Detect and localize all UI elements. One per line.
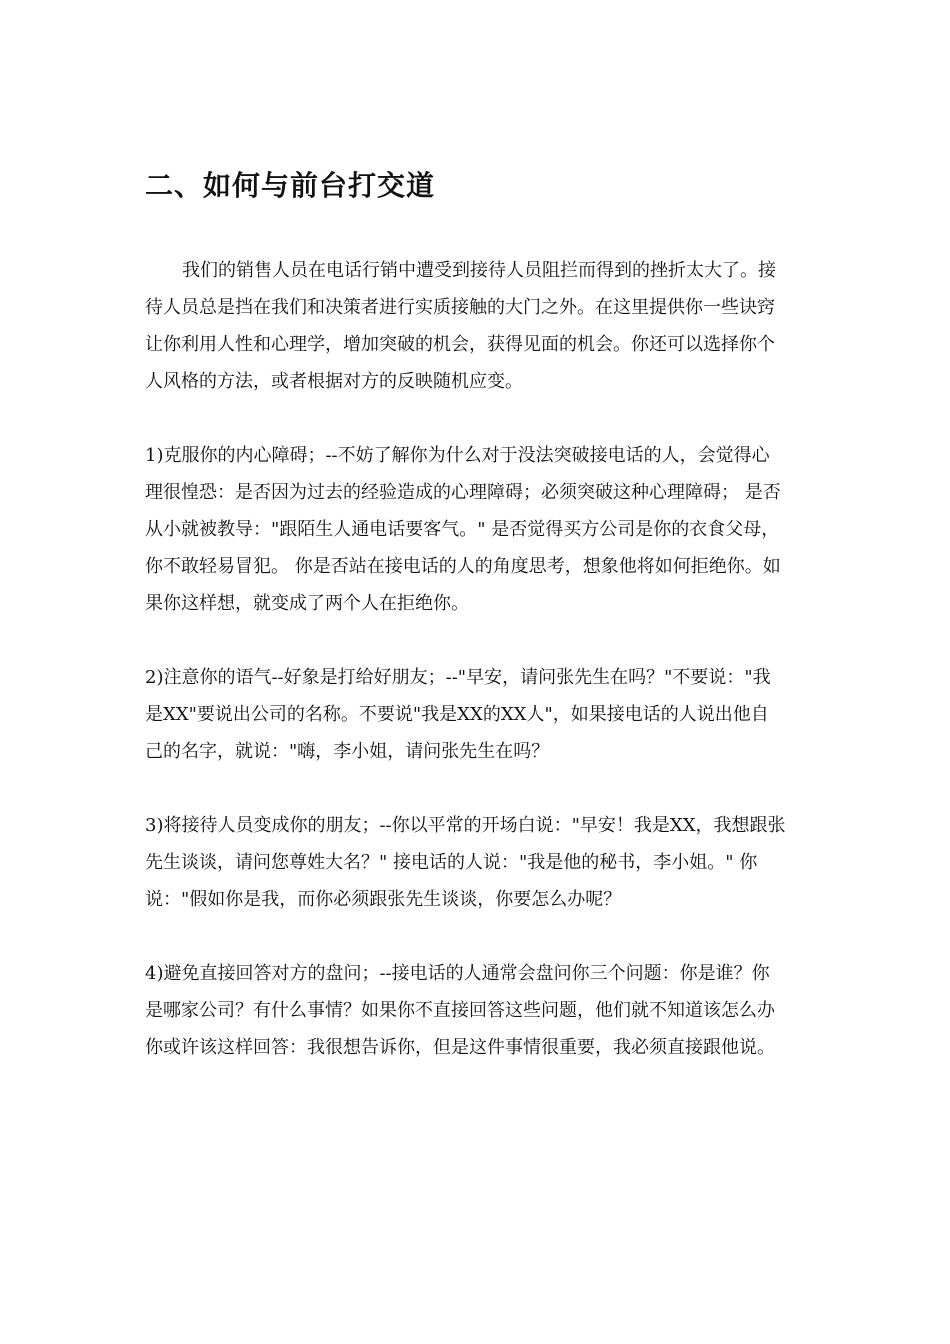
paragraph-line: 是XX"要说出公司的名称。不要说"我是XX的XX人"，如果接电话的人说出他自	[145, 704, 769, 725]
paragraph-line: 说："假如你是我，而你必须跟张先生谈谈，你要怎么办呢？	[145, 889, 622, 910]
paragraph-line: 人风格的方法，或者根据对方的反映随机应变。	[145, 371, 523, 392]
paragraph-line: 从小就被教导："跟陌生人通电话要客气。" 是否觉得买方公司是你的衣食父母，	[145, 519, 780, 540]
point-paragraph-4	[145, 955, 809, 1066]
paragraph-line: 己的名字，就说："嗨，李小姐，请问张先生在吗？	[145, 741, 550, 762]
paragraph-line: 果你这样想，就变成了两个人在拒绝你。	[145, 593, 469, 614]
paragraph-line: 你不敢轻易冒犯。 你是否站在接电话的人的角度思考，想象他将如何拒绝你。如	[145, 556, 781, 577]
paragraph-line: 2)注意你的语气--好象是打给好朋友；--"早安，请问张先生在吗？"不要说："我	[145, 667, 771, 688]
paragraph-line: 先生谈谈，请问您尊姓大名？" 接电话的人说："我是他的秘书，李小姐。" 你	[145, 852, 758, 873]
paragraph-line: 4)避免直接回答对方的盘问；--接电话的人通常会盘问你三个问题：你是谁？你	[145, 963, 770, 984]
point-paragraph-1	[145, 437, 809, 622]
point-paragraph-3	[145, 807, 809, 918]
paragraph-line: 是哪家公司？有什么事情？如果你不直接回答这些问题，他们就不知道该怎么办	[145, 1000, 775, 1021]
paragraph-line: 1)克服你的内心障碍；--不妨了解你为什么对于没法突破接电话的人，会觉得心	[145, 445, 770, 466]
section-heading: 二、如何与前台打交道	[145, 169, 436, 202]
point-paragraph-2	[145, 659, 809, 770]
body-text	[145, 252, 809, 1103]
paragraph-line: 待人员总是挡在我们和决策者进行实质接触的大门之外。在这里提供你一些诀窍	[145, 297, 775, 318]
paragraph-line: 理很惶恐：是否因为过去的经验造成的心理障碍；必须突破这种心理障碍； 是否	[145, 482, 781, 503]
paragraph-line: 让你利用人性和心理学，增加突破的机会，获得见面的机会。你还可以选择你个	[145, 334, 775, 355]
paragraph-line: 你或许该这样回答：我很想告诉你，但是这件事情很重要，我必须直接跟他说。	[145, 1037, 775, 1058]
paragraph-line: 3)将接待人员变成你的朋友；--你以平常的开场白说："早安！我是XX，我想跟张	[145, 815, 786, 836]
intro-paragraph	[145, 252, 809, 400]
paragraph-line: 我们的销售人员在电话行销中遭受到接待人员阻拦而得到的挫折太大了。接	[182, 260, 776, 281]
